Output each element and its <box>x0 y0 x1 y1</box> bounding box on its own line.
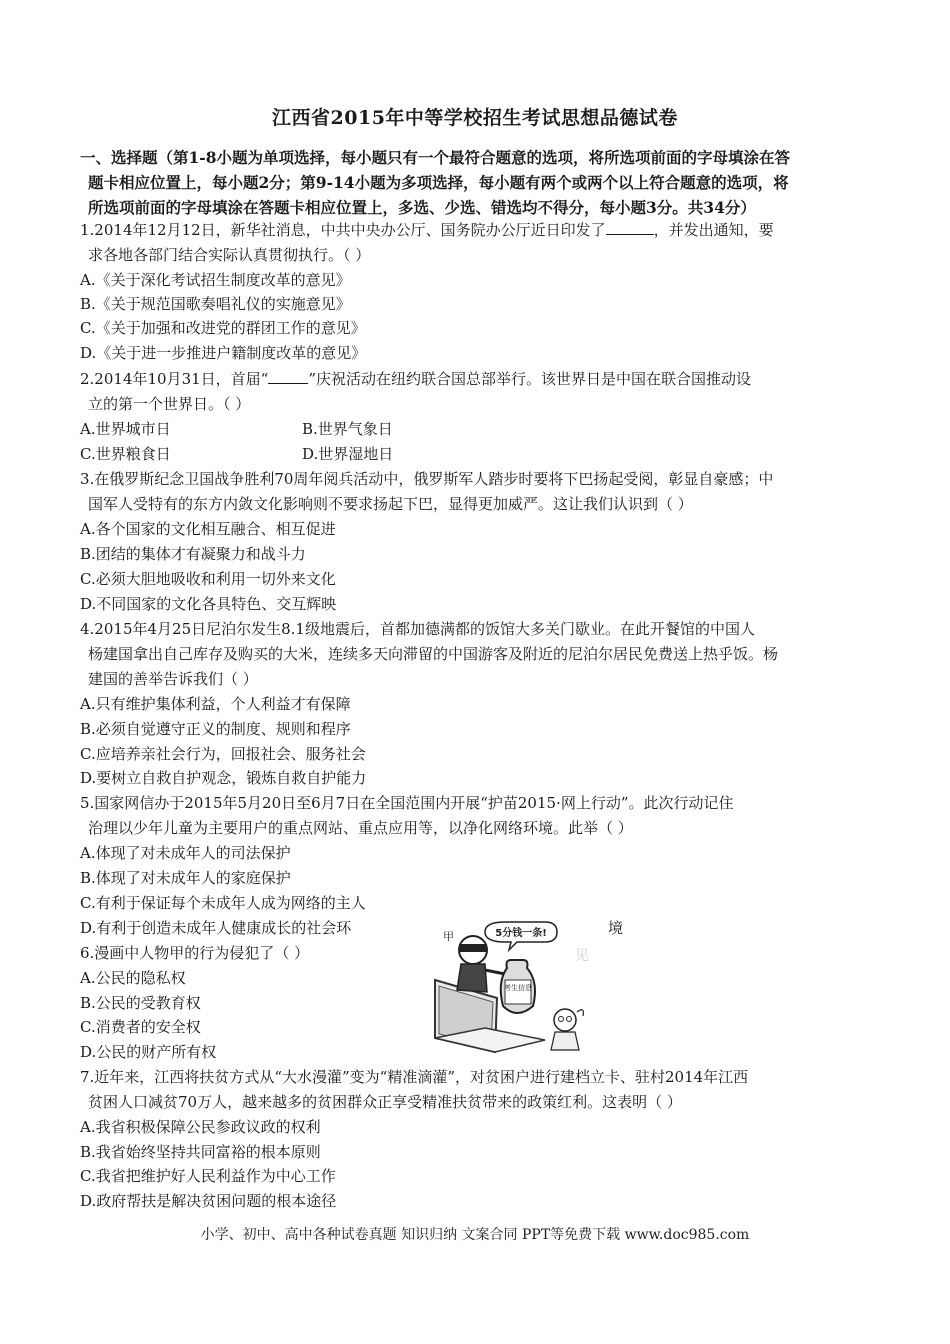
option-d: D.《关于进一步推进户籍制度改革的意见》 <box>80 344 367 362</box>
section-heading-line: 一、选择题（第1-8小题为单项选择，每小题只有一个最符合题意的选项，将所选项前面的字母填涂在答 <box>80 148 791 167</box>
page-title: 江西省2015年中等学校招生考试思想品德试卷 <box>272 107 678 129</box>
option-d: D.世界湿地日 <box>302 445 394 463</box>
option-b: B.必须自觉遵守正义的制度、规则和程序 <box>80 720 351 738</box>
question-6-stem: 6.漫画中人物甲的行为侵犯了（ ） <box>80 944 310 962</box>
option-c: C.必须大胆地吸收和利用一切外来文化 <box>80 570 336 588</box>
option-b: B.体现了对未成年人的家庭保护 <box>80 869 291 887</box>
question-text: 1.2014年12月12日，新华社消息，中共中央办公厅、国务院办公厅近日印发了 <box>80 221 606 239</box>
person-label: 甲 <box>443 930 454 943</box>
speech-bubble-text: 5分钱一条! <box>495 928 547 939</box>
option-d: D.政府帮扶是解决贫困问题的根本途径 <box>80 1192 337 1210</box>
option-row <box>80 443 394 465</box>
option-row <box>80 418 393 440</box>
option-d: D.要树立自救自护观念，锻炼自救自护能力 <box>80 769 367 787</box>
question-2-stem-cont: 立的第一个世界日。（ ） <box>88 395 251 413</box>
page-footer: 小学、初中、高中各种试卷真题 知识归纳 文案合同 PPT等免费下载 www.doc985.com <box>200 1227 750 1243</box>
option-c: C.消费者的安全权 <box>80 1018 201 1036</box>
question-3-stem-cont: 国军人受特有的东方内敛文化影响则不要求扬起下巴，显得更加威严。这让我们认识到（ ） <box>88 495 693 513</box>
question-4-stem: 4.2015年4月25日尼泊尔发生8.1级地震后，首都加德满都的饭馆大多关门歇业。在此开餐馆的中国人 <box>80 620 755 638</box>
option-d-tail: 境 <box>608 919 624 937</box>
question-1-stem-cont: 求各地各部门结合实际认真贯彻执行。（ ） <box>88 246 371 264</box>
option-c: C.应培养亲社会行为，回报社会、服务社会 <box>80 745 366 763</box>
question-3-stem: 3.在俄罗斯纪念卫国战争胜利70周年阅兵活动中，俄罗斯军人踏步时要将下巴扬起受阅，彰显自豪感；中 <box>80 470 774 488</box>
question-7-stem-cont: 贫困人口减贫70万人，越来越多的贫困群众正享受精准扶贫带来的政策红利。这表明（ ） <box>88 1093 682 1111</box>
question-5-stem-cont: 治理以少年儿童为主要用户的重点网站、重点应用等，以净化网络环境。此举（ ） <box>88 819 633 837</box>
question-7-stem: 7.近年来，江西将扶贫方式从“大水漫灌”变为“精准滴灌”，对贫困户进行建档立卡、驻村2014年江西 <box>80 1068 749 1086</box>
section-heading-line: 题卡相应位置上，每小题2分；第9-14小题为多项选择，每小题有两个或两个以上符合题意的选项，将 <box>88 173 789 192</box>
cartoon-drawing <box>425 920 600 1055</box>
section-heading-line: 所选项前面的字母填涂在答题卡相应位置上，多选、少选、错选均不得分，每小题3分。共34分） <box>88 198 756 217</box>
option-b: B.团结的集体才有凝聚力和战斗力 <box>80 545 306 563</box>
answer-blank <box>268 369 308 384</box>
cartoon-illustration <box>425 920 600 1055</box>
section-heading <box>80 145 880 220</box>
question-5-stem: 5.国家网信办于2015年5月20日至6月7日在全国范围内开展“护苗2015·网上行动”。此次行动记住 <box>80 794 734 812</box>
option-d: D.有利于创造未成年人健康成长的社会环 <box>80 919 352 937</box>
option-c: C.我省把维护好人民利益作为中心工作 <box>80 1167 336 1185</box>
option-c: C.《关于加强和改进党的群团工作的意见》 <box>80 319 366 337</box>
option-d: D.公民的财产所有权 <box>80 1043 217 1061</box>
option-c: C.世界粮食日 <box>80 445 171 463</box>
option-a: A.世界城市日 <box>80 420 171 438</box>
question-text: ，并发出通知，要 <box>653 221 774 239</box>
question-4-stem-cont: 建国的善举告诉我们（ ） <box>88 670 258 688</box>
option-a: A.只有维护集体利益，个人利益才有保障 <box>80 695 351 713</box>
option-b: B.公民的受教育权 <box>80 994 201 1012</box>
option-a: A.体现了对未成年人的司法保护 <box>80 844 291 862</box>
question-text: ”庆祝活动在纽约联合国总部举行。该世界日是中国在联合国推动设 <box>308 370 752 388</box>
answer-blank <box>606 220 654 235</box>
question-text: 2.2014年10月31日，首届“ <box>80 370 269 388</box>
question-2-stem <box>80 368 751 390</box>
bag-label: 考生信息 <box>504 984 532 992</box>
option-a: A.公民的隐私权 <box>80 969 186 987</box>
option-d: D.不同国家的文化各具特色、交互辉映 <box>80 595 337 613</box>
option-a: A.各个国家的文化相互融合、相互促进 <box>80 520 336 538</box>
option-a: A.我省积极保障公民参政议政的权利 <box>80 1118 321 1136</box>
option-b: B.《关于规范国歌奏唱礼仪的实施意见》 <box>80 295 351 313</box>
question-1-stem <box>80 219 774 241</box>
option-c: C.有利于保证每个未成年人成为网络的主人 <box>80 894 366 912</box>
svg-text:见: 见 <box>575 948 589 964</box>
option-b: B.我省始终坚持共同富裕的根本原则 <box>80 1143 321 1161</box>
question-4-stem-cont: 杨建国拿出自己库存及购买的大米，连续多天向滞留的中国游客及附近的尼泊尔居民免费送上热乎饭。杨 <box>88 645 779 663</box>
option-a: A.《关于深化考试招生制度改革的意见》 <box>80 271 351 289</box>
option-b: B.世界气象日 <box>302 420 393 438</box>
